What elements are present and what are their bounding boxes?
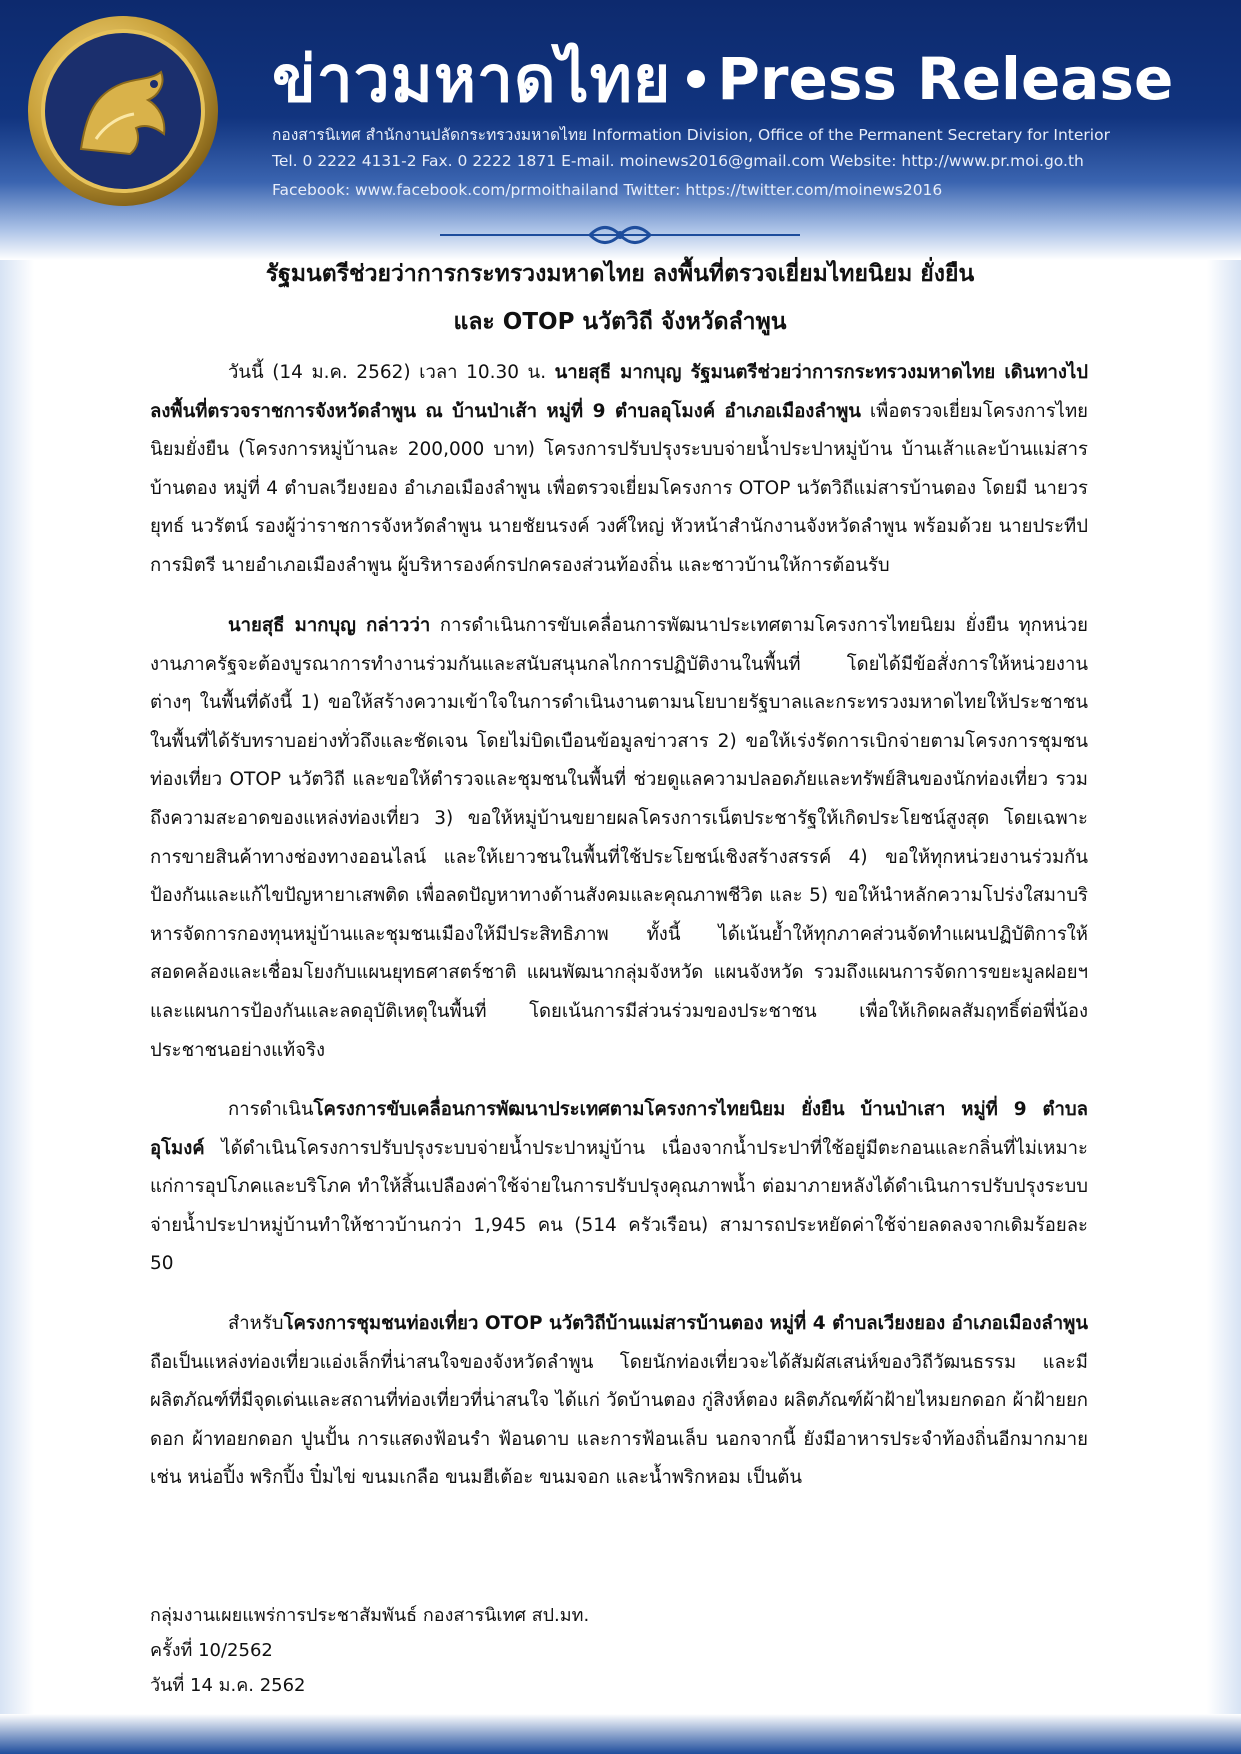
bullet-icon bbox=[687, 70, 705, 88]
p1-text-a: วันนี้ (14 ม.ค. 2562) เวลา 10.30 น. bbox=[228, 362, 555, 383]
bottom-band bbox=[0, 1714, 1241, 1754]
left-border-shade bbox=[0, 260, 34, 1754]
p2-text-a: นายสุธี มากบุญ กล่าวว่า bbox=[228, 615, 431, 636]
masthead-thai: ข่าวมหาดไทย bbox=[272, 43, 672, 117]
masthead-title bbox=[272, 28, 1222, 124]
p4-text-b: โครงการชุมชนท่องเที่ยว OTOP นวัตวิถีบ้านแม่สารบ้านตอง หมู่ที่ 4 ตำบลเวียงยอง อำเภอเมืองลำพูน bbox=[283, 1313, 1088, 1334]
p1-text-b: นายสุธี มากบุญ รัฐมนตรีช่วยว่าการกระทรวงมหาดไทย เดินทางไปลงพื้นที่ตรวจราชการจังหวัดลำพูน ณ บ้านป่าเส้า หมู่ที่ 9 ตำบลอุโมงค์ อำเภอเมืองลำพูน bbox=[150, 362, 1088, 422]
article-title-line2: และ OTOP นวัตวิถี จังหวัดลำพูน bbox=[453, 309, 787, 335]
article-title-line1: รัฐมนตรีช่วยว่าการกระทรวงมหาดไทย ลงพื้นที่ตรวจเยี่ยมไทยนิยม ยั่งยืน bbox=[265, 261, 975, 287]
ministry-seal-icon bbox=[26, 14, 220, 208]
p3-text-a: การดำเนิน bbox=[228, 1099, 314, 1120]
p2-text-b: การดำเนินการขับเคลื่อนการพัฒนาประเทศตามโครงการไทยนิยม ยั่งยืน ทุกหน่วยงานภาครัฐจะต้องบูรณาการทำงานร่วมกันและสนับสนุนกลไกการปฏิบัติงานในพื้นที่ โดยได้มีข้อสั่งการให้หน่วยงานต่างๆ ในพื้นที่ดังนี้ 1) ขอให้สร้างความเข้าใจในการดำเนินงานตามนโยบายรัฐบาลและกระทรวงมหาดไทยให้ประชาชนในพื้นที่ได้รับทราบอย่างทั่วถึงและชัดเจน โดยไม่บิดเบือนข้อมูลข่าวสาร 2) ขอให้เร่งรัดการเบิกจ่ายตามโครงการชุมชนท่องเที่ยว OTOP นวัตวิถี และขอให้ตำรวจและชุมชนในพื้นที่ ช่วยดูแลความปลอดภัยและทรัพย์สินของนักท่องเที่ยว รวมถึงความสะอาดของแหล่งท่องเที่ยว 3) ขอให้หมู่บ้านขยายผลโครงการเน็ตประชารัฐให้เกิดประโยชน์สูงสุด โดยเฉพาะการขายสินค้าทางช่องทางออนไลน์ และให้เยาวชนในพื้นที่ใช้ประโยชน์เชิงสร้างสรรค์ 4) ขอให้ทุกหน่วยงานร่วมกันป้องกันและแก้ไขปัญหายาเสพติด เพื่อลดปัญหาทางด้านสังคมและคุณภาพชีวิต และ 5) ขอให้นำหลักความโปร่งใสมาบริหารจัดการกองทุนหมู่บ้านและชุมชนเมืองให้มีประสิทธิภาพ ทั้งนี้ ได้เน้นย้ำให้ทุกภาคส่วนจัดทำแผนปฏิบัติการให้สอดคล้องและเชื่อมโยงกับแผนยุทธศาสตร์ชาติ แผนพัฒนากลุ่มจังหวัด แผนจังหวัด รวมถึงแผนการจัดการขยะมูลฝอยฯและแผนการป้องกันและลดอุบัติเหตุในพื้นที่ โดยเน้นการมีส่วนร่วมของประชาชน เพื่อให้เกิดผลสัมฤทธิ์ต่อพี่น้องประชาชนอย่างแท้จริง bbox=[150, 615, 1088, 1061]
p4-text-c: ถือเป็นแหล่งท่องเที่ยวแอ่งเล็กที่น่าสนใจของจังหวัดลำพูน โดยนักท่องเที่ยวจะได้สัมผัสเสน่ห์ของวิถีวัฒนธรรม และมีผลิตภัณฑ์ที่มีจุดเด่นและสถานที่ท่องเที่ยวที่น่าสนใจ ได้แก่ วัดบ้านตอง กู่สิงห์ตอง ผลิตภัณฑ์ผ้าฝ้ายไหมยกดอก ผ้าฝ้ายยกดอก ผ้าทอยกดอก ปูนปั้น การแสดงฟ้อนรำ ฟ้อนดาบ และการฟ้อนเล็บ นอกจากนี้ ยังมีอาหารประจำท้องถิ่นอีกมากมาย เช่น หน่อปิ้ง พริกปิ้ง ปิ๋มไข่ ขนมเกลือ ขนมฮีเต้อะ ขนมจอก และน้ำพริกหอม เป็นต้น bbox=[150, 1351, 1088, 1489]
divider-ornament-icon bbox=[440, 222, 800, 248]
social-line: Facebook: www.facebook.com/prmoithailand Twitter: https://twitter.com/moinews2016 bbox=[272, 181, 943, 199]
paragraph-3 bbox=[150, 1091, 1088, 1284]
paragraph-1 bbox=[150, 354, 1088, 586]
right-border-shade bbox=[1207, 260, 1241, 1754]
p3-text-c: ได้ดำเนินโครงการปรับปรุงระบบจ่ายน้ำประปาหมู่บ้าน เนื่องจากน้ำประปาที่ใช้อยู่มีตะกอนและกลิ่นที่ไม่เหมาะแก่การอุปโภคและบริโภค ทำให้สิ้นเปลืองค่าใช้จ่ายในการปรับปรุงคุณภาพน้ำ ต่อมาภายหลังได้ดำเนินการปรับปรุงระบบจ่ายน้ำประปาหมู่บ้านทำให้ชาวบ้านกว่า 1,945 คน (514 ครัวเรือน) สามารถประหยัดค่าใช้จ่ายลดลงจากเดิมร้อยละ 50 bbox=[150, 1137, 1088, 1275]
footer-group: กลุ่มงานเผยแพร่การประชาสัมพันธ์ กองสารนิเทศ สป.มท. bbox=[150, 1605, 590, 1626]
p1-text-c: เพื่อตรวจเยี่ยมโครงการไทยนิยมยั่งยืน (โครงการหมู่บ้านละ 200,000 บาท) โครงการปรับปรุงระบบจ่ายน้ำประปาหมู่บ้าน บ้านเส้าและบ้านแม่สารบ้านตอง หมู่ที่ 4 ตำบลเวียงยอง อำเภอเมืองลำพูน เพื่อตรวจเยี่ยมโครงการ OTOP นวัตวิถีแม่สารบ้านตอง โดยมี นายวรยุทธ์ นวรัตน์ รองผู้ว่าราชการจังหวัดลำพูน นายชัยนรงค์ วงศ์ใหญ่ หัวหน้าสำนักงานจังหวัดลำพูน พร้อมด้วย นายประทีป การมิตรี นายอำเภอเมืองลำพูน ผู้บริหารองค์กรปกครองส่วนท้องถิ่น และชาวบ้านให้การต้อนรับ bbox=[150, 400, 1088, 576]
p4-text-a: สำหรับ bbox=[228, 1313, 284, 1334]
footer-issue: ครั้งที่ 10/2562 bbox=[150, 1640, 273, 1661]
contact-line: Tel. 0 2222 4131-2 Fax. 0 2222 1871 E-mail. moinews2016@gmail.com Website: http://www.pr.moi.go.th bbox=[272, 152, 1084, 170]
org-line: กองสารนิเทศ สำนักงานปลัดกระทรวงมหาดไทย Information Division, Office of the Permanent Secretary for Interior bbox=[272, 126, 1110, 144]
p3-text-b: โครงการขับเคลื่อนการพัฒนาประเทศตามโครงการไทยนิยม ยั่งยืน บ้านป่าเสา หมู่ที่ 9 ตำบลอุโมงค์ bbox=[150, 1099, 1088, 1159]
paragraph-4 bbox=[150, 1305, 1088, 1498]
footer-date: วันที่ 14 ม.ค. 2562 bbox=[150, 1675, 306, 1696]
masthead-english: Press Release bbox=[717, 45, 1174, 113]
paragraph-2 bbox=[150, 607, 1088, 1070]
